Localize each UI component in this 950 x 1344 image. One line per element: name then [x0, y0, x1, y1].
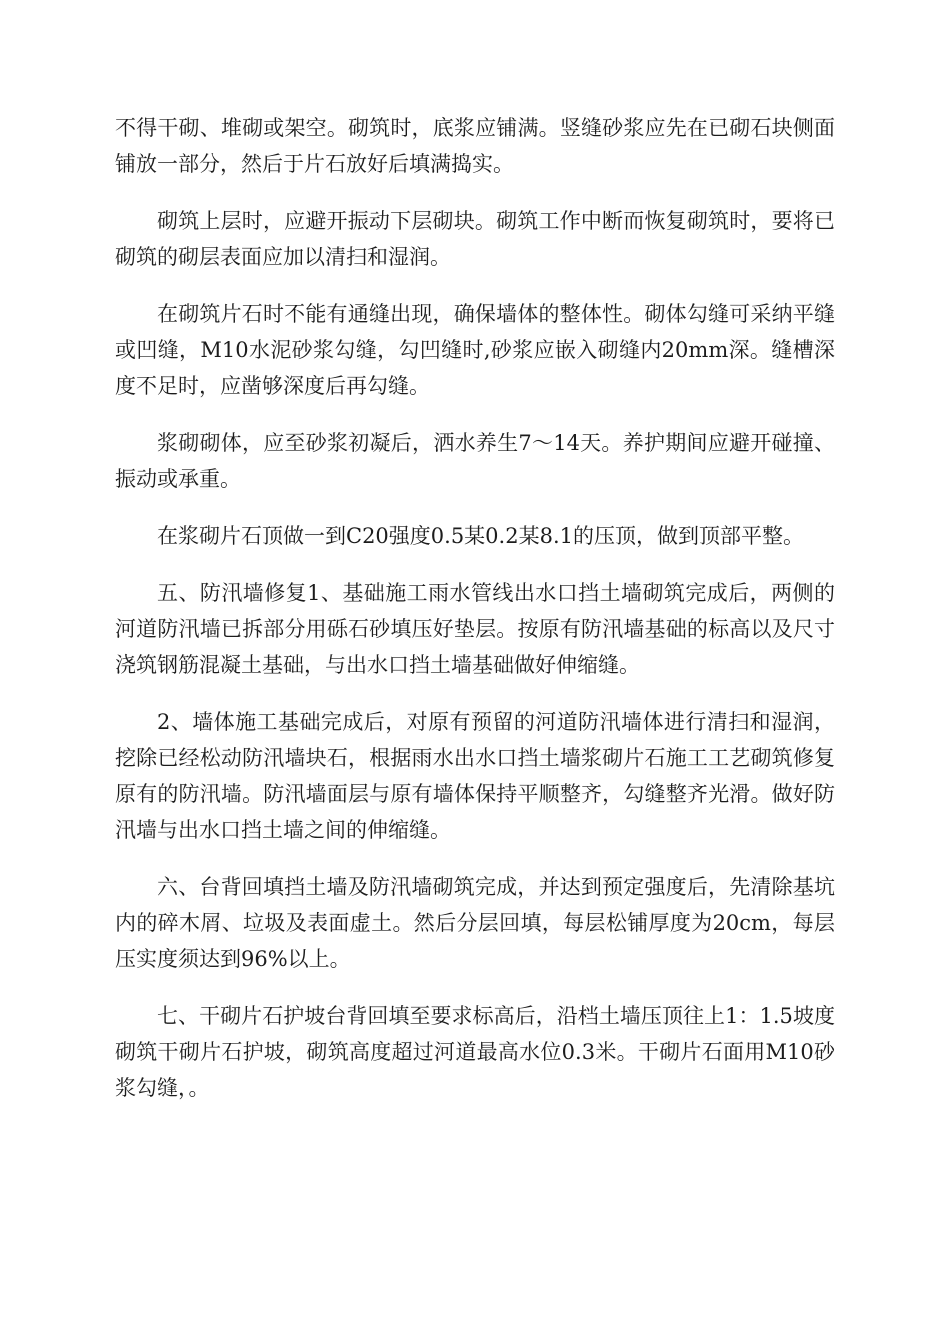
- paragraph-curing: 浆砌砌体，应至砂浆初凝后，洒水养生7～14天。养护期间应避开碰撞、振动或承重。: [115, 431, 835, 491]
- document-body: [115, 110, 835, 1127]
- paragraph-coping: 在浆砌片石顶做一到C20强度0.5某0.2某8.1的压顶，做到顶部平整。: [157, 524, 804, 548]
- paragraph-masonry-mortar: 不得干砌、堆砌或架空。砌筑时，底浆应铺满。竖缝砂浆应先在已砌石块侧面铺放一部分，然后于片石放好后填满捣实。: [115, 116, 835, 176]
- paragraph-upper-layer: 砌筑上层时，应避开振动下层砌块。砌筑工作中断而恢复砌筑时，要将已砌筑的砌层表面应加以清扫和湿润。: [115, 209, 835, 269]
- paragraph-slope-protection: 七、干砌片石护坡台背回填至要求标高后，沿档土墙压顶往上1：1.5坡度砌筑干砌片石护坡，砌筑高度超过河道最高水位0.3米。干砌片石面用M10砂浆勾缝，。: [115, 1004, 835, 1100]
- paragraph-backfill: 六、台背回填挡土墙及防汛墙砌筑完成，并达到预定强度后，先清除基坑内的碎木屑、垃圾及表面虚土。然后分层回填，每层松铺厚度为20cm，每层压实度须达到96%以上。: [115, 875, 835, 971]
- paragraph-flood-wall-body: 2、墙体施工基础完成后，对原有预留的河道防汛墙体进行清扫和湿润，挖除已经松动防汛墙块石，根据雨水出水口挡土墙浆砌片石施工工艺砌筑修复原有的防汛墙。防汛墙面层与原有墙体保持平顺整齐，勾缝整齐光滑。做好防汛墙与出水口挡土墙之间的伸缩缝。: [115, 710, 835, 842]
- paragraph-pointing: 在砌筑片石时不能有通缝出现，确保墙体的整体性。砌体勾缝可采纳平缝或凹缝，M10水泥砂浆勾缝，勾凹缝时,砂浆应嵌入砌缝内20mm深。缝槽深度不足时，应凿够深度后再勾缝。: [115, 302, 835, 398]
- paragraph-flood-wall-foundation: 五、防汛墙修复1、基础施工雨水管线出水口挡土墙砌筑完成后，两侧的河道防汛墙已拆部分用砾石砂填压好垫层。按原有防汛墙基础的标高以及尺寸浇筑钢筋混凝土基础，与出水口挡土墙基础做好伸缩缝。: [115, 581, 835, 677]
